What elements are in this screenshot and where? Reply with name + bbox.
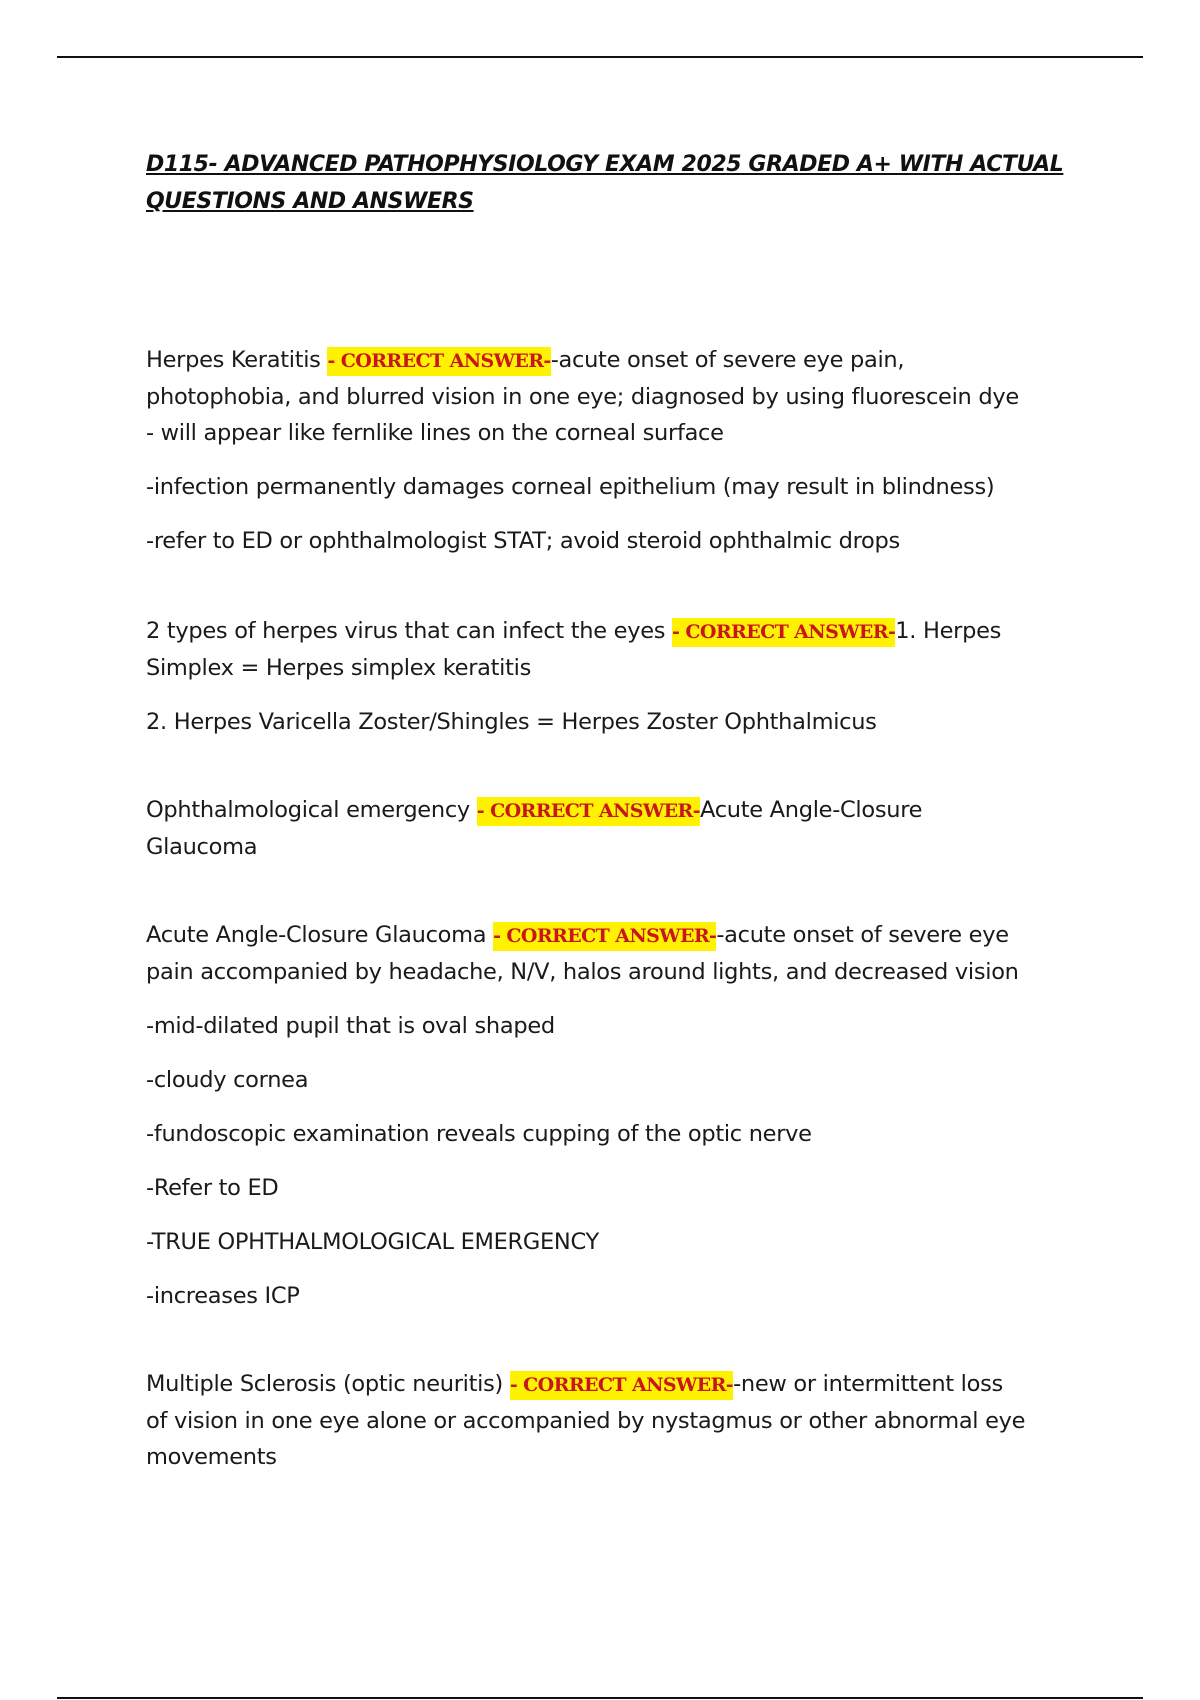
qa-first-line	[146, 792, 1066, 829]
qa-note: -mid-dilated pupil that is oval shaped	[146, 1013, 555, 1039]
qa-note: -Refer to ED	[146, 1175, 279, 1201]
qa-multiple-sclerosis	[146, 1366, 1066, 1475]
footer-rule	[57, 1697, 1143, 1699]
qa-answer-start: -new or intermittent loss	[733, 1371, 1003, 1397]
qa-answer-line: movements	[146, 1444, 277, 1470]
qa-note: -TRUE OPHTHALMOLOGICAL EMERGENCY	[146, 1229, 599, 1255]
qa-herpes-keratitis	[146, 342, 1066, 559]
qa-first-line	[146, 342, 1066, 379]
qa-answer-start: -acute onset of severe eye	[716, 922, 1009, 948]
qa-ophthalmological-emergency	[146, 792, 1066, 865]
qa-answer-line: photophobia, and blurred vision in one eye; diagnosed by using fluorescein dye	[146, 384, 1019, 410]
correct-answer-tag: - CORRECT ANSWER-	[510, 1371, 733, 1400]
qa-acute-angle-closure-glaucoma	[146, 917, 1066, 1314]
qa-note: 2. Herpes Varicella Zoster/Shingles = Herpes Zoster Ophthalmicus	[146, 709, 877, 735]
qa-note: -refer to ED or ophthalmologist STAT; avoid steroid ophthalmic drops	[146, 528, 900, 554]
title-line-2: QUESTIONS AND ANSWERS	[146, 189, 474, 214]
qa-term: Acute Angle-Closure Glaucoma	[146, 922, 494, 948]
qa-answer-line: Simplex = Herpes simplex keratitis	[146, 655, 532, 681]
document-body	[146, 146, 1066, 1475]
qa-term: Herpes Keratitis	[146, 347, 328, 373]
correct-answer-tag: - CORRECT ANSWER-	[477, 797, 700, 826]
qa-note: -infection permanently damages corneal epithelium (may result in blindness)	[146, 474, 995, 500]
correct-answer-tag: - CORRECT ANSWER-	[493, 922, 716, 951]
title-line-1: D115- ADVANCED PATHOPHYSIOLOGY EXAM 2025 GRADED A+ WITH ACTUAL	[146, 152, 1064, 177]
qa-first-line	[146, 917, 1066, 954]
header-rule	[57, 56, 1143, 58]
document-title	[146, 146, 1066, 220]
qa-answer-start: -acute onset of severe eye pain,	[550, 347, 905, 373]
qa-note: -cloudy cornea	[146, 1067, 309, 1093]
qa-answer-line: of vision in one eye alone or accompanied by nystagmus or other abnormal eye	[146, 1408, 1026, 1434]
qa-first-line	[146, 1366, 1066, 1403]
correct-answer-tag: - CORRECT ANSWER-	[327, 347, 550, 376]
correct-answer-tag: - CORRECT ANSWER-	[672, 618, 895, 647]
qa-answer-line: pain accompanied by headache, N/V, halos around lights, and decreased vision	[146, 959, 1019, 985]
qa-note: -fundoscopic examination reveals cupping of the optic nerve	[146, 1121, 812, 1147]
qa-answer-start: 1. Herpes	[895, 618, 1002, 644]
qa-note: -increases ICP	[146, 1283, 300, 1309]
qa-term: Ophthalmological emergency	[146, 797, 477, 823]
qa-answer-line: Glaucoma	[146, 834, 258, 860]
qa-herpes-virus-types	[146, 613, 1066, 740]
qa-term: 2 types of herpes virus that can infect the eyes	[146, 618, 673, 644]
qa-answer-start: Acute Angle-Closure	[700, 797, 923, 823]
qa-first-line	[146, 613, 1066, 650]
qa-term: Multiple Sclerosis (optic neuritis)	[146, 1371, 510, 1397]
qa-answer-line: - will appear like fernlike lines on the corneal surface	[146, 420, 724, 446]
